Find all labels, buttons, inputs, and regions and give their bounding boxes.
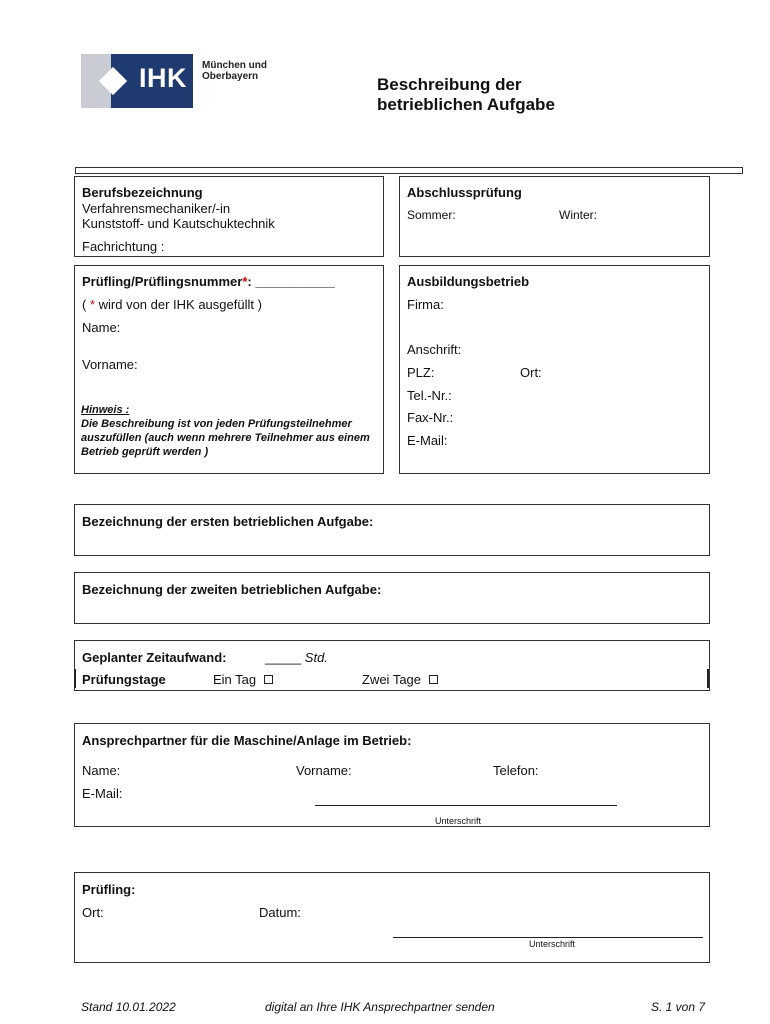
ihk-note xyxy=(82,297,262,312)
zeitaufwand-value xyxy=(265,650,328,665)
hinweis-title-text: Hinweis : xyxy=(81,404,130,416)
pruefling-unterschrift-caption: Unterschrift xyxy=(529,939,576,949)
hinweis-title xyxy=(81,403,381,417)
note-star: * xyxy=(89,297,96,312)
aufgabe1-label: Bezeichnung der ersten betrieblichen Aufgabe: xyxy=(82,514,374,529)
pruefling-heading xyxy=(82,274,335,289)
betrieb-heading: Ausbildungsbetrieb xyxy=(407,274,530,289)
right-edge-mark xyxy=(707,669,709,688)
ansprech-name-label: Name: xyxy=(82,763,121,778)
sommer-label: Sommer: xyxy=(407,208,456,222)
anschrift-label: Anschrift: xyxy=(407,342,462,357)
pruefungstage-label: Prüfungstage xyxy=(82,672,166,687)
email-label: E-Mail: xyxy=(407,433,448,448)
star-mark: * xyxy=(242,274,248,289)
title-line2: betrieblichen Aufgabe xyxy=(377,95,555,114)
title-line1: Beschreibung der xyxy=(377,75,522,94)
ein-tag-label: Ein Tag xyxy=(213,672,257,687)
beruf-line2: Kunststoff- und Kautschuktechnik xyxy=(82,216,275,231)
abschluss-heading: Abschlussprüfung xyxy=(407,185,522,200)
zwei-tage-checkbox[interactable] xyxy=(429,675,438,684)
fachrichtung-label: Fachrichtung : xyxy=(82,239,165,254)
ein-tag-option[interactable] xyxy=(213,672,273,687)
document-title xyxy=(377,75,555,115)
hinweis-note xyxy=(81,403,381,459)
hinweis-text: Die Beschreibung ist von jeden Prüfungsteilnehmer auszufüllen (auch wenn mehrere Teilnehmer aus einem Betrieb geprüft werden ) xyxy=(81,418,370,458)
firma-label: Firma: xyxy=(407,297,444,312)
ansprech-unterschrift-caption: Unterschrift xyxy=(435,816,482,826)
zwei-tage-label: Zwei Tage xyxy=(362,672,422,687)
left-edge-mark xyxy=(74,669,76,688)
zeitaufwand-label: Geplanter Zeitaufwand: xyxy=(82,650,227,665)
zeitaufwand-blank: _____ xyxy=(265,650,302,665)
plz-label: PLZ: xyxy=(407,365,435,380)
aufgabe2-label: Bezeichnung der zweiten betrieblichen Aufgabe: xyxy=(82,582,382,597)
fax-label: Fax-Nr.: xyxy=(407,410,454,425)
zeitaufwand-box xyxy=(74,640,710,691)
note-open: ( xyxy=(82,297,90,312)
footer-instruction: digital an Ihre IHK Ansprechpartner senden xyxy=(265,1000,495,1014)
logo-subtitle xyxy=(202,60,267,82)
tel-label: Tel.-Nr.: xyxy=(407,388,452,403)
pruefling-ort-label: Ort: xyxy=(82,905,104,920)
zeitaufwand-unit: Std. xyxy=(304,650,328,665)
aufgabe2-box xyxy=(74,572,710,624)
aufgabe1-box xyxy=(74,504,710,556)
pruefling-heading-text: Prüfling/Prüflingsnummer xyxy=(82,274,243,289)
ansprech-email-label: E-Mail: xyxy=(82,786,123,801)
ansprech-telefon-label: Telefon: xyxy=(493,763,539,778)
name-label: Name: xyxy=(82,320,121,335)
zwei-tage-option[interactable] xyxy=(362,672,438,687)
beruf-heading: Berufsbezeichnung xyxy=(82,185,203,200)
ansprechpartner-box xyxy=(74,723,710,827)
footer-page-number: S. 1 von 7 xyxy=(651,1000,706,1014)
ansprech-signature-line xyxy=(315,805,617,806)
logo-text: IHK xyxy=(139,63,187,93)
vorname-label: Vorname: xyxy=(82,357,138,372)
winter-label: Winter: xyxy=(559,208,598,222)
logo-sub-line1: München und xyxy=(202,60,267,71)
ansprech-vorname-label: Vorname: xyxy=(296,763,352,778)
note-text: wird von der IHK ausgefüllt ) xyxy=(95,297,262,312)
ansprech-heading: Ansprechpartner für die Maschine/Anlage im Betrieb: xyxy=(82,733,412,748)
pruefling-datum-label: Datum: xyxy=(259,905,301,920)
pruefling-sig-heading: Prüfling: xyxy=(82,882,136,897)
pruefling-heading-blank: : ___________ xyxy=(247,274,335,289)
ihk-logo xyxy=(81,54,193,108)
footer-stand: Stand 10.01.2022 xyxy=(81,1000,176,1014)
logo-sub-line2: Oberbayern xyxy=(202,71,259,82)
header-divider xyxy=(75,167,743,174)
ort-label: Ort: xyxy=(520,365,542,380)
beruf-line1: Verfahrensmechaniker/-in xyxy=(82,201,231,216)
abschlusspruefung-box xyxy=(399,176,710,257)
pruefling-signature-box xyxy=(74,872,710,963)
pruefling-signature-line xyxy=(393,937,703,938)
ausbildungsbetrieb-box xyxy=(399,265,710,474)
ein-tag-checkbox[interactable] xyxy=(264,675,273,684)
berufsbezeichnung-box xyxy=(74,176,384,257)
